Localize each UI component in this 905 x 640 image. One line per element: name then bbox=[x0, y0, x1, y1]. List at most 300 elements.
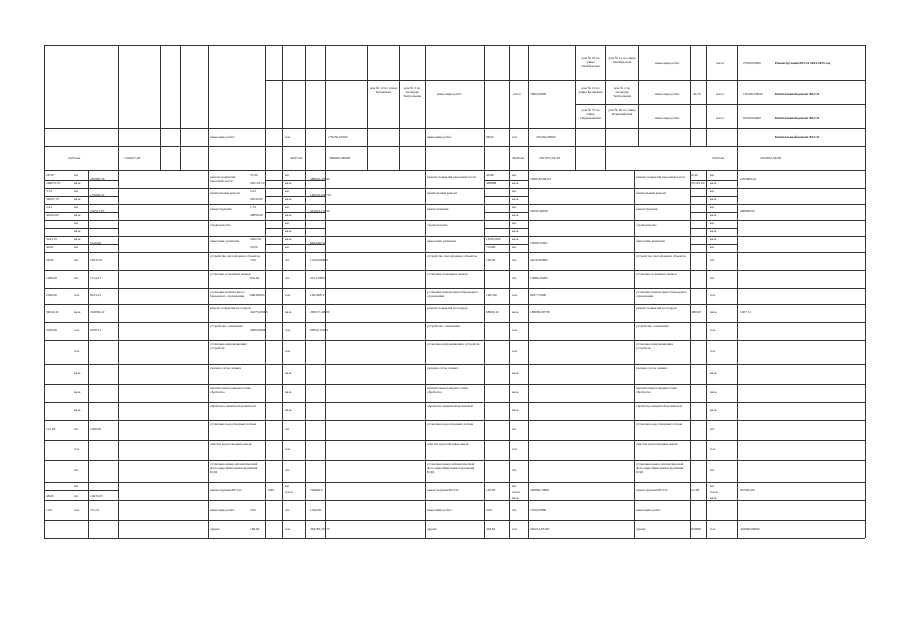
work-type-label: установка камер автоматической фото-видеофиксации нарушения ПДД bbox=[210, 462, 258, 474]
unit-label: кв.м. bbox=[710, 496, 718, 500]
unit-label: кв.м. bbox=[74, 371, 82, 375]
table-rule bbox=[305, 170, 306, 538]
unit-label: кв.м. bbox=[710, 213, 718, 217]
unit-label: кв.м. bbox=[512, 229, 520, 233]
work-type-label: пропиточная поверхностная обработка bbox=[636, 386, 677, 394]
table-rule bbox=[282, 170, 283, 538]
section-title: Капитальный ремонт ВССО bbox=[775, 92, 820, 96]
table-rule bbox=[44, 520, 865, 521]
unit-label: п.м. bbox=[74, 328, 80, 332]
qty-value: 3,00 bbox=[486, 508, 492, 512]
amount-value: 60850,15928 bbox=[310, 328, 328, 332]
qty-value: 105,60 bbox=[486, 488, 496, 492]
unit-label: км bbox=[710, 189, 714, 193]
unit-label: кв.м. bbox=[285, 310, 293, 314]
table-rule bbox=[528, 170, 529, 538]
unit-label: п.м. bbox=[512, 447, 518, 451]
qty-value: 932,00 bbox=[250, 276, 260, 280]
work-type-label: установка дорожных знаков bbox=[636, 272, 677, 276]
amount-value: 19668,35991 bbox=[530, 241, 548, 245]
unit-label: кв.м. bbox=[285, 371, 293, 375]
work-type-label: иные виды работ bbox=[437, 92, 462, 96]
work-type-label: капитальный ремонт bbox=[427, 191, 458, 195]
unit-label: шт. bbox=[74, 276, 79, 280]
unit-label: п.м. bbox=[285, 135, 291, 139]
qty-value: 499888 bbox=[486, 181, 497, 185]
unit-label: км bbox=[710, 245, 714, 249]
amount-value: 1326,69 bbox=[310, 508, 322, 512]
work-type-label: установка пешеходного/барьерного ограждения bbox=[636, 290, 688, 298]
qty-value: 18165,000 bbox=[486, 237, 501, 241]
qty-value: 40230,00 bbox=[250, 197, 263, 201]
amount-value: 252450,00000 bbox=[536, 135, 556, 139]
work-type-label: установка водоотводных лотков bbox=[427, 422, 474, 426]
unit-label: кв.м. bbox=[285, 237, 293, 241]
unit-label: кв.м. bbox=[512, 181, 520, 185]
section-title: Реконструкция ВССО 2024-2025 год bbox=[775, 61, 831, 65]
amount-value: 1955984,42 bbox=[740, 177, 757, 181]
total-length: 46,60 км bbox=[512, 156, 525, 160]
unit-label: кв.м. bbox=[74, 229, 82, 233]
unit-label: кв.м. bbox=[512, 213, 520, 217]
table-rule bbox=[484, 196, 528, 197]
qty-value: 28,00 bbox=[46, 258, 54, 262]
work-type-label: обработка защитной пропиткой bbox=[427, 404, 473, 408]
amount-value: 388643,40949 bbox=[310, 177, 330, 181]
unit-label: шт. bbox=[710, 468, 715, 472]
table-rule bbox=[44, 490, 118, 491]
work-type-label: капитальный ремонт bbox=[210, 191, 241, 195]
qty-value: 3,23 bbox=[250, 189, 256, 193]
work-type-label: иные виды работ bbox=[210, 508, 235, 512]
unit-label: п.м. bbox=[74, 508, 80, 512]
amount-value: 369008,00 bbox=[740, 209, 755, 213]
total-amount: 2307973,34118 bbox=[539, 156, 561, 160]
unit-label: шт. bbox=[74, 427, 79, 431]
table-rule bbox=[44, 188, 865, 189]
work-type-label: иные виды работ bbox=[636, 508, 661, 512]
table-rule bbox=[44, 500, 865, 501]
qty-value: 37,00 bbox=[250, 173, 258, 177]
table-rule bbox=[44, 244, 118, 245]
amount-value: 351,37 bbox=[90, 508, 100, 512]
unit-label: кв.м. bbox=[710, 197, 718, 201]
amount-value: 106,40872 bbox=[310, 293, 325, 297]
qty-value: 80,9000 bbox=[690, 527, 702, 531]
work-type-label: устройство освещения bbox=[427, 324, 460, 328]
qty-value: 3400,50 bbox=[250, 237, 262, 241]
unit-label: кв.м. bbox=[285, 408, 293, 412]
unit-label: п.м. bbox=[285, 527, 291, 531]
table-rule bbox=[690, 170, 691, 538]
qty-value: 2000,00000 bbox=[250, 328, 267, 332]
unit-label: кв.м. bbox=[512, 237, 520, 241]
amount-value: 209517,40000 bbox=[310, 310, 330, 314]
unit-label: шт. bbox=[285, 276, 290, 280]
work-type-label: нанесение разметки bbox=[636, 239, 665, 243]
table-rule bbox=[265, 228, 325, 229]
amount-value: 32950,48028 bbox=[530, 209, 548, 213]
unit-label: п.м. bbox=[512, 328, 518, 332]
unit-label: кв.м. bbox=[285, 390, 293, 394]
qty-value: 266075,07 bbox=[46, 181, 61, 185]
unit-label: км bbox=[285, 205, 289, 209]
work-type-label: ремонт покрытия тротуаров bbox=[427, 306, 468, 310]
qty-value: 34275,00000 bbox=[250, 310, 268, 314]
unit-label: км bbox=[74, 189, 78, 193]
unit-label: пог.м. bbox=[512, 490, 521, 494]
unit-label: шт. bbox=[285, 468, 290, 472]
qty-value: 0,86 bbox=[268, 488, 274, 492]
qty-value: 418,62 bbox=[486, 527, 496, 531]
unit-label: кв.м. bbox=[512, 408, 520, 412]
unit-label: п.м. bbox=[74, 349, 80, 353]
table-rule bbox=[265, 244, 325, 245]
qty-value: 98,62 bbox=[486, 135, 494, 139]
unit-label: кв.м. bbox=[74, 237, 82, 241]
work-type-label: устройство светофорных объектов bbox=[210, 254, 260, 258]
unit-label: п.м. bbox=[285, 328, 291, 332]
qty-value: 33,00 bbox=[250, 245, 258, 249]
work-type-label: иные виды работ bbox=[427, 135, 452, 139]
table-rule bbox=[484, 228, 528, 229]
unit-label: шт. bbox=[285, 508, 290, 512]
work-type-label: реконструкция bbox=[210, 207, 232, 211]
work-type-label: установка камер автоматической фото-видеофиксации нарушения ПДД bbox=[427, 462, 475, 474]
unit-label: кв.м. bbox=[710, 181, 718, 185]
qty-value: 121,00 bbox=[46, 427, 56, 431]
unit-label: км bbox=[710, 205, 714, 209]
amount-value: 1089539,80412 bbox=[530, 177, 552, 181]
work-type-label: очистка водоотводных канав bbox=[210, 442, 252, 446]
amount-value: 404214,85183 bbox=[530, 527, 550, 531]
work-type-label: другие bbox=[427, 527, 437, 531]
unit-label: км bbox=[512, 221, 516, 225]
unit-label: шт. bbox=[512, 258, 517, 262]
unit-label: кв.м. bbox=[74, 197, 82, 201]
work-type-label: обработка защитной пропиткой bbox=[636, 404, 682, 408]
qty-value: 73,600 bbox=[486, 245, 496, 249]
work-type-label: установка водоотводных лотков bbox=[210, 422, 257, 426]
unit-label: п.м. bbox=[512, 135, 518, 139]
work-type-label: строительство bbox=[636, 223, 657, 227]
unit-label: пог.м. bbox=[285, 490, 294, 494]
unit-label: кв.м. bbox=[74, 213, 82, 217]
work-type-label: строительство bbox=[210, 223, 231, 227]
work-type-label: устройство светофорных объектов bbox=[427, 254, 477, 258]
unit-label: п.м. bbox=[285, 349, 291, 353]
work-type-label: укладка сеток ловких bbox=[210, 366, 242, 370]
work-type-label: иные виды работ bbox=[655, 61, 680, 65]
header-address: дом № 2 по площади Театральная bbox=[613, 86, 631, 98]
header-address: дом № 12 по улице Октябрьская bbox=[608, 56, 636, 64]
unit-label: кв.м. bbox=[512, 496, 520, 500]
unit-label: шт. bbox=[512, 427, 517, 431]
unit-label: пог.м. bbox=[710, 490, 719, 494]
table-rule bbox=[690, 180, 737, 181]
qty-value: 1080,00 bbox=[690, 310, 702, 314]
qty-value: 40,86 bbox=[486, 173, 494, 177]
table-rule bbox=[44, 482, 865, 483]
unit-label: км bbox=[285, 189, 289, 193]
work-type-label: устройство освещения bbox=[210, 324, 243, 328]
header-address: дом № 12 по улице Кузнечная bbox=[578, 86, 603, 94]
work-type-label: иные виды работ bbox=[427, 508, 452, 512]
table-rule bbox=[265, 170, 266, 538]
amount-value: 13880,45285 bbox=[530, 276, 548, 280]
work-type-label: ремонт покрытия проезжей части bbox=[210, 175, 236, 183]
table-rule bbox=[44, 270, 865, 271]
qty-value: 2,41 bbox=[46, 205, 52, 209]
work-type-label: пропиточная поверхностная обработка bbox=[427, 386, 468, 394]
table-rule bbox=[484, 180, 528, 181]
work-type-label: установка дорожных знаков bbox=[427, 272, 468, 276]
unit-label: км bbox=[285, 221, 289, 225]
qty-value: 7,00 bbox=[250, 258, 256, 262]
amount-value: 7000,00000 bbox=[530, 92, 547, 96]
amount-value: 14933,65 bbox=[90, 494, 103, 498]
unit-label: кв.м. bbox=[710, 390, 718, 394]
table-rule bbox=[44, 252, 865, 253]
amount-value: 69100,00000 bbox=[743, 116, 761, 120]
amount-value: 135649,47 bbox=[90, 193, 105, 197]
table-rule bbox=[44, 460, 865, 461]
qty-value: 49103,00 bbox=[46, 213, 59, 217]
unit-label: п.м. bbox=[710, 293, 716, 297]
unit-label: кв.м. bbox=[512, 310, 520, 314]
total-length: 23,00 км bbox=[712, 156, 725, 160]
qty-value: 3,74 bbox=[46, 189, 52, 193]
unit-label: км bbox=[512, 205, 516, 209]
amount-value: 5413,78832 bbox=[310, 276, 327, 280]
amount-value: 1366,00 bbox=[90, 427, 102, 431]
unit-label: км bbox=[710, 484, 714, 488]
table-rule bbox=[509, 170, 510, 538]
table-rule bbox=[44, 170, 45, 538]
work-type-label: другие bbox=[636, 527, 646, 531]
table-rule bbox=[44, 384, 865, 385]
unit-label: кв.м. bbox=[512, 390, 520, 394]
table-rule bbox=[265, 180, 325, 181]
table-rule bbox=[44, 304, 865, 305]
unit-label: п.м. bbox=[285, 447, 291, 451]
qty-value: 1601,00 bbox=[486, 293, 498, 297]
unit-label: км bbox=[74, 173, 78, 177]
section-title: Капитальный ремонт ВССО bbox=[775, 116, 820, 120]
unit-label: п.м. bbox=[710, 349, 716, 353]
unit-label: кв.м. bbox=[710, 310, 718, 314]
work-type-label: устройство светофорных объектов bbox=[636, 254, 686, 258]
qty-value: 2560,00 bbox=[46, 293, 58, 297]
table-rule bbox=[44, 204, 865, 205]
qty-value: 2050,00 bbox=[46, 328, 58, 332]
table-rule bbox=[44, 228, 118, 229]
table-rule bbox=[44, 364, 865, 365]
amount-value: 436866,79881 bbox=[530, 488, 550, 492]
table-rule bbox=[865, 170, 866, 538]
unit-label: п.м. bbox=[710, 527, 716, 531]
table-rule bbox=[737, 170, 738, 538]
unit-label: п.м. bbox=[512, 349, 518, 353]
qty-value: 30042,45 bbox=[46, 310, 59, 314]
work-type-label: реконструкция ВССО bbox=[636, 488, 668, 492]
unit-label: п.м. bbox=[74, 293, 80, 297]
table-rule bbox=[44, 236, 865, 237]
table-rule bbox=[88, 170, 89, 538]
qty-value: 3243,70 bbox=[46, 237, 58, 241]
unit-label: п.м. bbox=[512, 527, 518, 531]
work-type-label: ремонт покрытия проезжей части bbox=[427, 175, 476, 179]
amount-value: 6796,31 bbox=[90, 328, 102, 332]
table-rule bbox=[325, 170, 326, 538]
unit-label: пог.м bbox=[716, 116, 724, 120]
amount-value: 265980,36 bbox=[90, 177, 105, 181]
amount-value: 167000,00000 bbox=[743, 92, 763, 96]
amount-value: 216082,22 bbox=[90, 310, 105, 314]
amount-value: 353517,87 bbox=[90, 209, 105, 213]
amount-value: 5126,00 bbox=[90, 241, 102, 245]
table-rule bbox=[44, 322, 865, 323]
unit-label: кв.м. bbox=[74, 390, 82, 394]
unit-label: пог.м bbox=[716, 92, 724, 96]
table-rule bbox=[425, 170, 426, 538]
work-type-label: реконструкция bbox=[636, 207, 658, 211]
unit-label: кв.м. bbox=[710, 229, 718, 233]
amount-value: 391913,13250 bbox=[310, 209, 330, 213]
unit-label: км bbox=[512, 484, 516, 488]
qty-value: 40,81 bbox=[46, 245, 54, 249]
qty-value: 22,40 bbox=[690, 173, 698, 177]
unit-label: кв.м. bbox=[74, 310, 82, 314]
total-length: 24,93 км bbox=[68, 156, 81, 160]
section-title: Капитальный ремонт ВССО bbox=[775, 135, 820, 139]
unit-label: км bbox=[512, 245, 516, 249]
table-rule bbox=[44, 288, 865, 289]
work-type-label: устройство освещения bbox=[636, 324, 669, 328]
table-rule bbox=[706, 170, 707, 538]
work-type-label: реконструкция ВССО bbox=[210, 488, 242, 492]
total-amount: 2162932,34456 bbox=[760, 156, 782, 160]
unit-label: шт. bbox=[285, 258, 290, 262]
unit-label: км bbox=[512, 173, 516, 177]
work-type-label: установка водоотводных лотков bbox=[636, 422, 683, 426]
work-type-label: установка пешеходного/барьерного ограждения bbox=[210, 290, 246, 298]
unit-label: км bbox=[74, 205, 78, 209]
qty-value: 395176,10 bbox=[250, 181, 265, 185]
table-rule bbox=[484, 170, 485, 538]
header-address: дом № 23 по улице Октябрьская bbox=[581, 56, 600, 68]
unit-label: кв.м. bbox=[710, 237, 718, 241]
qty-value: 166,00 bbox=[250, 527, 260, 531]
unit-label: кв.м. bbox=[710, 408, 718, 412]
amount-value: 13430,08800 bbox=[310, 258, 328, 262]
qty-value: 1,79 bbox=[250, 205, 256, 209]
table-rule bbox=[44, 340, 865, 341]
work-type-label: установка направляющих устройств bbox=[636, 342, 674, 350]
work-type-label: нанесение разметки bbox=[427, 239, 456, 243]
amount-value: 1356,95880 bbox=[530, 508, 547, 512]
total-length: 42,87 км bbox=[290, 156, 303, 160]
header-address: дом № 49 по улице Первомайская bbox=[608, 108, 636, 116]
unit-label: кв.м. bbox=[512, 197, 520, 201]
qty-value: 48,00 bbox=[46, 494, 54, 498]
header-address: дом № 37 по улице Первомайская bbox=[580, 108, 601, 120]
amount-value: 179250,02500 bbox=[328, 135, 348, 139]
table-rule bbox=[44, 538, 865, 539]
work-type-label: обработка защитной пропиткой bbox=[210, 404, 256, 408]
unit-label: п.м. bbox=[285, 293, 291, 297]
work-type-label: укладка сеток ловких bbox=[427, 366, 459, 370]
table-rule bbox=[44, 212, 118, 213]
work-type-label: капитальный ремонт bbox=[636, 191, 667, 195]
table-rule bbox=[265, 196, 325, 197]
qty-value: 40856,00 bbox=[250, 213, 263, 217]
unit-label: км bbox=[74, 221, 78, 225]
unit-label: км bbox=[285, 484, 289, 488]
amount-value: 42233,85862 bbox=[530, 258, 548, 262]
amount-value: 8464,66726 bbox=[310, 241, 327, 245]
qty-value: 1,00 bbox=[46, 508, 52, 512]
work-type-label: установка пешеходного/барьерного ограждения bbox=[427, 290, 479, 298]
work-type-label: пропиточная поверхностная обработка bbox=[210, 386, 251, 394]
qty-value: 2,00 bbox=[250, 508, 256, 512]
work-type-label: реконструкция ВССО bbox=[427, 488, 459, 492]
amount-value: 12033,91 bbox=[90, 258, 103, 262]
unit-label: кв.м. bbox=[285, 197, 293, 201]
work-type-label: нанесение разметки bbox=[210, 239, 239, 243]
unit-label: шт. bbox=[512, 468, 517, 472]
unit-label: кв.м. bbox=[710, 371, 718, 375]
amount-value: 794000,0 bbox=[310, 488, 323, 492]
table-rule bbox=[44, 440, 865, 441]
work-type-label: иные виды работ bbox=[210, 135, 235, 139]
work-type-label: установка направляющих устройств bbox=[210, 342, 248, 350]
work-type-label: ремонт покрытия тротуаров bbox=[636, 306, 677, 310]
table-rule bbox=[44, 180, 118, 181]
total-amount: 3068462,00009 bbox=[329, 156, 351, 160]
table-rule bbox=[690, 196, 737, 197]
unit-label: кв.м. bbox=[285, 181, 293, 185]
work-type-label: установка направляющих устройств bbox=[427, 342, 480, 346]
table-rule bbox=[484, 212, 528, 213]
header-address: дом № 12 по улице Кузнечная bbox=[369, 86, 398, 94]
unit-label: км bbox=[74, 245, 78, 249]
amount-value: 27000,00000 bbox=[743, 61, 761, 65]
unit-label: п.м. bbox=[710, 328, 716, 332]
qty-value: 32097,70 bbox=[46, 197, 59, 201]
unit-label: км bbox=[512, 189, 516, 193]
work-type-label: реконструкция bbox=[427, 207, 449, 211]
table-rule bbox=[208, 170, 209, 538]
work-type-label: строительство bbox=[427, 223, 448, 227]
unit-label: км bbox=[74, 484, 78, 488]
amount-value: 182219,956710 bbox=[310, 193, 332, 197]
unit-label: кв.м. bbox=[74, 181, 82, 185]
unit-label: шт. bbox=[512, 276, 517, 280]
work-type-label: иные виды работ bbox=[655, 92, 680, 96]
table-rule bbox=[484, 244, 528, 245]
unit-label: км bbox=[285, 173, 289, 177]
amount-value: 7714,47 bbox=[90, 276, 102, 280]
unit-label: п.м. bbox=[512, 293, 518, 297]
work-type-label: установка дорожных знаков bbox=[210, 272, 251, 276]
unit-label: кв.м. bbox=[285, 213, 293, 217]
work-type-label: ремонт покрытия проезжей части bbox=[636, 175, 685, 179]
qty-value: 100,00 bbox=[486, 258, 496, 262]
unit-label: п.м. bbox=[74, 447, 80, 451]
table-rule bbox=[690, 228, 737, 229]
table-rule bbox=[265, 212, 325, 213]
